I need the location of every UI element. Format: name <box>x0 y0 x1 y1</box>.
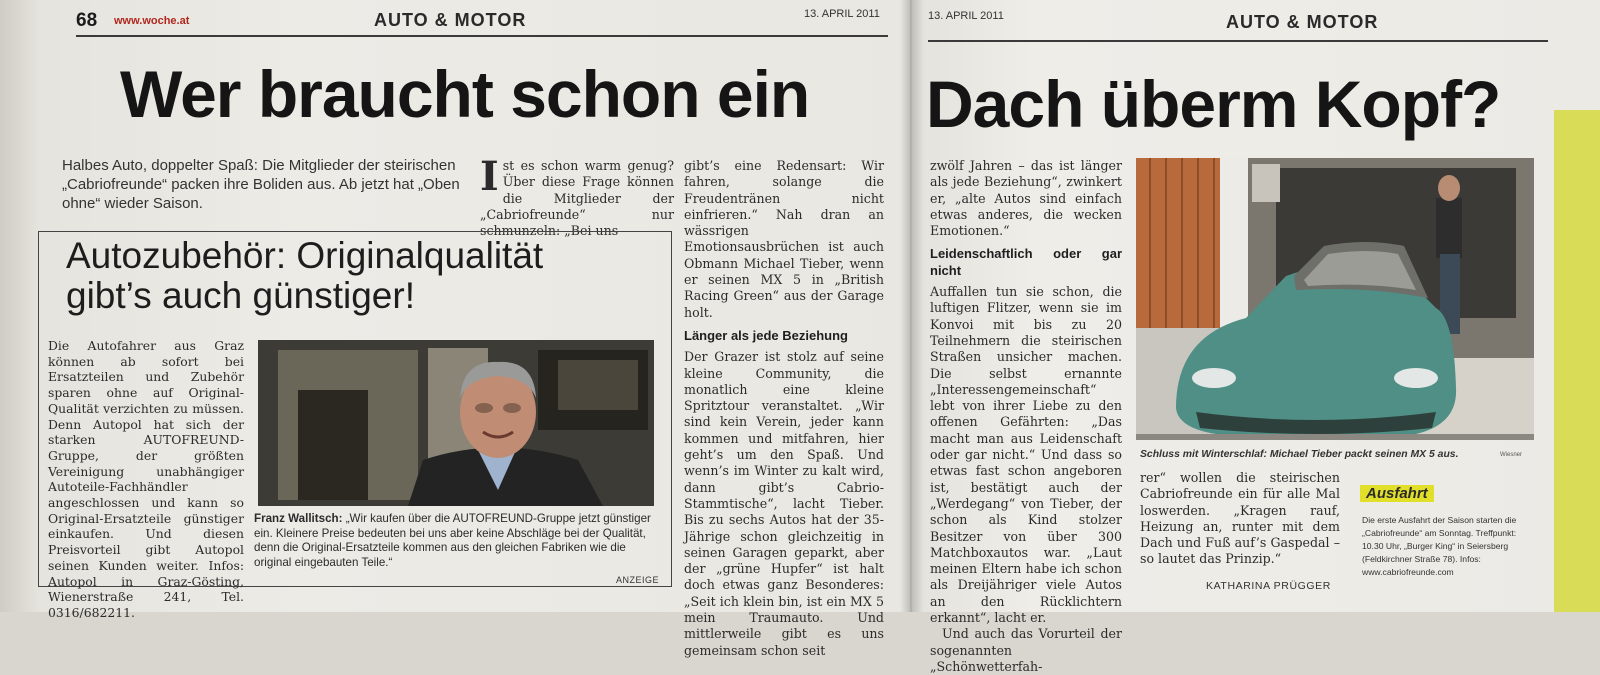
column-1-text: st es schon warm genug? Über diese Frage können die Mitglieder der „Cabriofreunde“ nur schmunzeln: „Bei uns <box>480 158 674 239</box>
article-column-2 <box>684 158 884 659</box>
portrait-illustration <box>258 340 654 506</box>
photo-credit: Wiesner <box>1500 452 1523 458</box>
page-gutter <box>900 0 924 612</box>
author-byline: KATHARINA PRÜGGER <box>1206 580 1331 592</box>
page-number: 68 <box>76 10 98 31</box>
photo-caption: Schluss mit Winterschlaf: Michael Tieber packt seinen MX 5 aus. <box>1140 449 1459 460</box>
date-right: 13. APRIL 2011 <box>928 10 1004 22</box>
ad-body: Die Autofahrer aus Graz können ab sofort bei Ersatzteilen und Zubehör sparen ohne auf Original-Qualität verzichten zu müssen. Denn Autopol hat sich der starken AUTOFREUND-Gruppe, der größten Vereinigung unabhängiger Autoteile-Fachhändler angeschlossen und kann so Original-Ersatzteile günstiger einkaufen. Und diesen Preisvorteil gibt Autopol seinen Kunden weiter. Infos: Autopol in Graz-Gösting, Wienerstraße 241, Tel. 0316/682211. <box>48 338 244 620</box>
subheading-1: Länger als jede Beziehung <box>684 327 848 343</box>
column-3-paragraph-2: Auffallen tun sie schon, die luftigen Flitzer, wenn sie im Konvoi mit bis zu 20 Teilnehmern die steirischen Straßen unsicher machen. Die selbst ernannte „Interessengemeinschaft“ lebt von ihrer Liebe zu den offenen Gefährten: „Das macht man aus Leidenschaft oder gar nicht.“ Und dass so etwas fast schon angeboren ist, bestätigt auch der „Werdegang“ von Tieber, der schon als Kind stolzer Besitzer von über 300 Matchboxautos war. „Laut meinen Eltern habe ich schon als Dreijähriger viele Autos an den Rücklichtern erkannt“, lacht er. <box>930 284 1122 626</box>
site-url: www.woche.at <box>114 15 190 27</box>
section-title-right: AUTO & MOTOR <box>1226 12 1379 32</box>
ad-portrait-photo <box>258 340 654 506</box>
headline-right: Dach überm Kopf? <box>926 67 1501 141</box>
ad-label: ANZEIGE <box>616 575 660 585</box>
right-edge-stripe <box>1554 110 1600 612</box>
ad-photo-caption <box>254 512 662 570</box>
column-2-paragraph-2: Der Grazer ist stolz auf seine kleine Community, die monatlich eine kleine Spritztour veranstaltet. „Wir sind kein Verein, jeder kann kommen und mitfahren, hier geht’s um den Spaß. Und wenn’s im Winter zu kalt wird, dann gibt’s Cabrio-Stammtische“, lacht Tieber. Bis zu sechs Autos hat der 35-Jährige schon gleichzeitig in seinen Garagen geparkt, aber der „grüne Hupfer“ ist halt doch etwas ganz Besonderes: „Seit ich klein bin, ist ein MX 5 mein Traumauto. Und mittlerweile gibt es uns gemeinsam schon seit <box>684 349 884 658</box>
ad-headline-line-2: gibt’s auch günstiger! <box>66 275 415 316</box>
info-box-title: Ausfahrt <box>1360 485 1434 502</box>
cabrio-photo <box>1136 158 1534 440</box>
column-3-paragraph-3: Und auch das Vorurteil der sogenannten „Schönwetterfah- <box>930 626 1122 674</box>
article-column-4 <box>1140 470 1340 568</box>
headline-left: Wer braucht schon ein <box>120 57 810 131</box>
caption-quote: „Wir kaufen über die AUTOFREUND-Gruppe jetzt günstiger ein. Kleinere Preise bedeuten bei uns aber keine Abschläge bei der Qualität, denn die Original-Ersatzteile kommen aus den gleichen Fabriken wie die original eingebauten Teile.“ <box>254 512 651 569</box>
column-2-paragraph-1: gibt’s eine Redensart: Wir fahren, solange die Freudentränen nicht einfrieren.“ Nah dran an wässrigen Emotionsausbrüchen ist auch Obmann Michael Tieber, wenn er seinen MX 5 in „British Racing Green“ aus der Garage holt. <box>684 158 884 320</box>
header-rule-right <box>928 40 1548 42</box>
car-illustration <box>1136 158 1534 440</box>
section-title-left: AUTO & MOTOR <box>374 10 527 30</box>
info-box-body: Die erste Ausfahrt der Saison starten die „Cabriofreunde“ am Sonntag. Treffpunkt: 10.30 Uhr, „Burger King“ in Seiersberg (Feldkirchner Straße 78). Infos: www.cabriofreunde.com <box>1362 515 1517 577</box>
article-column-3 <box>930 158 1122 675</box>
ad-headline <box>66 236 666 316</box>
ad-headline-line-1: Autozubehör: Originalqualität <box>66 235 544 276</box>
dropcap: I <box>480 153 499 200</box>
column-4-text: rer“ wollen die steirischen Cabriofreunde ein für alle Mal loswerden. „Kragen rauf, Heizung an, runter mit dem Dach und Fuß auf’s Gaspedal – so lautet das Prinzip.“ <box>1140 470 1340 567</box>
subheading-2: Leidenschaftlich oder gar nicht <box>930 246 1122 278</box>
header-rule-left <box>76 35 888 37</box>
article-column-1 <box>480 153 674 239</box>
article-intro: Halbes Auto, doppelter Spaß: Die Mitglieder der steirischen „Cabriofreunde“ packen ihre Boliden aus. Ab jetzt hat „Oben ohne“ wieder Saison. <box>62 157 460 212</box>
caption-person-name: Franz Wallitsch: <box>254 512 343 525</box>
date-left: 13. APRIL 2011 <box>804 8 880 20</box>
column-3-paragraph-1: zwölf Jahren – das ist länger als jede Beziehung“, zwinkert er, „alte Autos sind einfach etwas anderes, die wecken Emotionen.“ <box>930 158 1122 239</box>
